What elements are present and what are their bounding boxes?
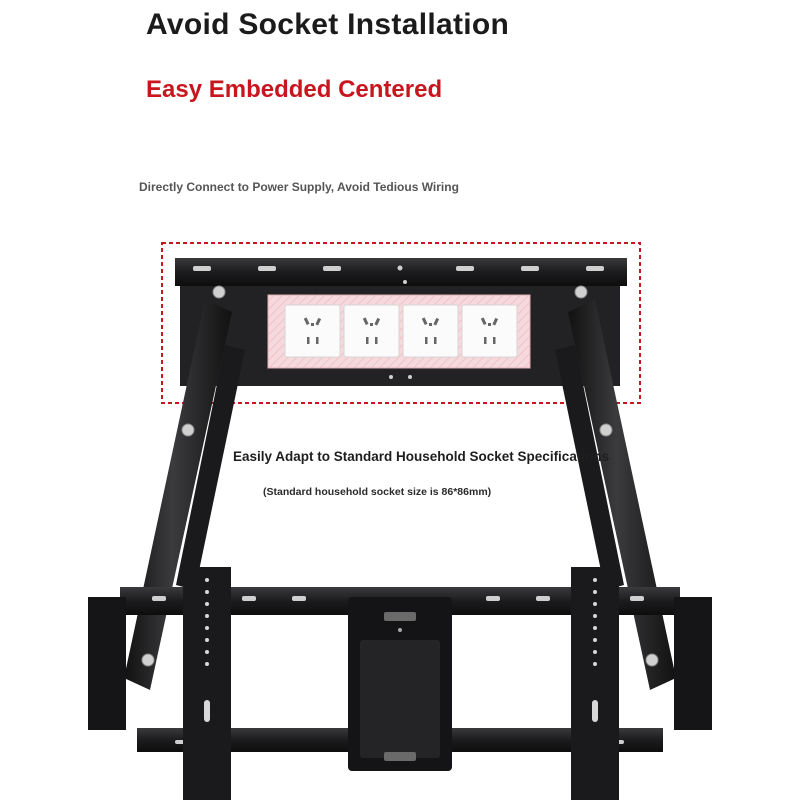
power-outlet-icon bbox=[403, 305, 458, 357]
tv-bracket-frame bbox=[88, 567, 712, 800]
headline: Avoid Socket Installation bbox=[146, 8, 510, 41]
power-outlet-icon bbox=[285, 305, 340, 357]
power-note: Directly Connect to Power Supply, Avoid Tedious Wiring bbox=[139, 180, 459, 194]
spec-title: Easily Adapt to Standard Household Socket Specifications bbox=[233, 449, 610, 464]
spec-size-note: (Standard household socket size is 86*86mm) bbox=[263, 486, 492, 498]
subheadline: Easy Embedded Centered bbox=[146, 76, 443, 103]
power-outlet-icon bbox=[344, 305, 399, 357]
power-outlet-icon bbox=[462, 305, 517, 357]
